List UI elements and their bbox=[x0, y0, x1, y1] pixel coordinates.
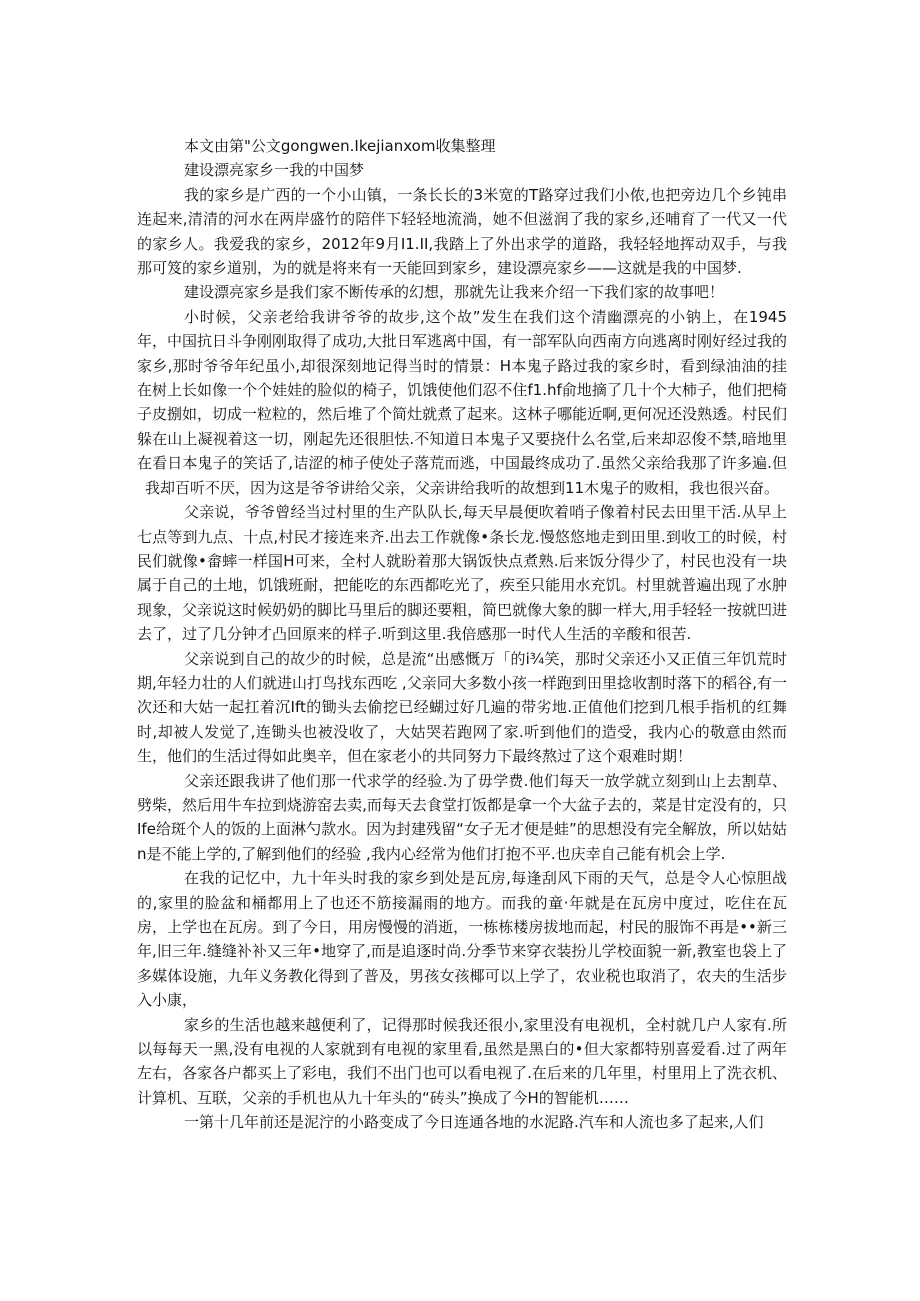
paragraph-4: 父亲说，爷爷曾经当过村里的生产队队长,每天早晨便吹着哨子像着村民去田里干活.从早上七点等到九点、十点,村民才接连来齐.出去工作就像•条长龙.慢悠悠地走到田里.到收工的时候，村民们就像•畲蟀一样国H可来，全村人就盼着那大锅饭快点煮熟.后来饭分得少了，村民也没有一块属于自己的土地，饥饿班耐，把能吃的东西都吃光了，疾至只能用水充饥。村里就普遍出现了水肿现象，父亲说这时候奶奶的脚比马里后的脚还要粗，简巴就像大象的脚一样大,用手轻轻一按就凹进去了，过了几分钟才凸回原来的样子.听到这里.我倍感那一时代人生活的辛酸和很苦. bbox=[137, 503, 787, 644]
paragraph-7: 在我的记忆中，九十年头时我的家乡到处是瓦房,每逢刮风下雨的天气，总是令人心惊胆战的,家里的脸盆和桶都用上了也还不筋接漏雨的地方。而我的童·年就是在瓦房中度过，吃住在瓦房，上学也在瓦房。到了今日，用房慢慢的消逝，一栋栋楼房拔地而起，村民的服饰不再是••新三年,旧三年.缝缝补补又三年•地穿了,而是追逐时尚.分季节来穿衣装扮儿学校面貌一新,教室也袋上了多媒体设施，九年义务教化得到了普及，男孩女孩椰可以上学了，农业税也取消了，农夫的生活步入小康， bbox=[137, 869, 787, 1010]
paragraph-3: 小时候，父亲老给我讲爷爷的故步,这个故”发生在我们这个清幽漂亮的小钠上，在1945年，中国抗日斗争刚刚取得了成功,大批日军逃离中国，有一部军队向西南方向逃离时刚好经过我的家乡,那时爷爷年纪虽小,却很深刻地记得当时的情景：H本鬼子路过我的家乡时，看到绿油油的挂在树上长如像一个个娃娃的脸似的椅子，饥饿使他们忍不住f1.hf俞地摘了几十个大柿子，他们把椅子皮捌如，切成一粒粒的，然后堆了个简灶就煮了起来。这林子哪能近啊,更何况还没熟透。村民们躲在山上凝视着这一切，刚起先还很胆怯.不知道日本鬼子又要挠什么名堂,后来却忍俊不禁,暗地里在看日本鬼子的笑话了,诘涩的柿子使处子落荒而逃，中国最终成功了.虽然父亲给我那了许多遍.但我却百听不厌，因为这是爷爷讲给父亲，父亲讲给我听的故想到11木鬼子的败相，我也很兴奋。 bbox=[137, 307, 787, 497]
source-line: 本文由第"公文gongwen.Ikejianxom收集整理 bbox=[184, 137, 496, 155]
paragraph-1: 我的家乡是广西的一个小山镇，一条长长的3米宽的T路穿过我们小侬,也把旁边几个乡钝串连起来,清清的河水在两岸盛竹的陪伴下轻轻地流淌，她不但滋润了我的家乡,还哺育了一代又一代的家乡人。我爱我的家乡，2012年9月I1.II,我踏上了外出求学的道路，我轻轻地挥动双手，与我那可笈的家乡道别，为的就是将来有一天能回到家乡，建设漂亮家乡——这就是我的中国梦. bbox=[137, 185, 787, 278]
paragraph-2: 建设漂亮家乡是我们家不断传承的幻想，那就先让我来介绍一下我们家的故事吧！ bbox=[184, 283, 725, 302]
paragraph-9: 一第十几年前还是泥泞的小路变成了今日连通各地的水泥路.汽车和人流也多了起来,人们 bbox=[184, 1113, 764, 1132]
document-body bbox=[137, 134, 787, 1135]
paragraph-6: 父亲还跟我讲了他们那一代求学的经验.为了毋学费.他们每天一放学就立刻到山上去割草、劈柴，然后用牛车拉到烧游窑去卖,而每天去食堂打饭都是拿一个大盆子去的，菜是甘定没有的，只Ife给斑个人的饭的上面淋勺款水。因为封建残留“女子无才便是蛙”的思想没有完全解放，所以姑姑n是不能上学的,了解到他们的经验 ,我内心经常为他们打抱不平.也庆幸自己能有机会上学. bbox=[137, 771, 787, 863]
paragraph-8: 家乡的生活也越来越便利了，记得那时候我还很小,家里没有电视机，全村就几户人家有.所以每每天一黑,没有电视的人家就到有电视的家里看,虽然是黑白的•但大家都特别喜爱看.过了两年左右，各家各户都买上了彩电，我们不出门也可以看电视了.在后来的几年里，村里用上了洗衣机、计算机、互联，父亲的手机也从九十年头的“砖头”换成了今H的智能机…… bbox=[137, 1015, 787, 1107]
paragraph-5: 父亲说到自己的故少的时候，总是流“出感慨万「的i¾笑，那时父亲还小又正值三年饥荒时期,年轻力壮的人们就进山打鸟找东西吃 ,父亲同大多数小孩一样跑到田里捻收割时落下的稻谷,有一次还和大姑一起扛着沉Ift的锄头去偷挖已经蝴过好几遍的带劣地.正值他们挖到几根手指机的红舞时,却被人发觉了,连锄头也被没收了，大姑哭若跑网了家.听到他们的造受，我内心的敬意由然而生，他们的生活过得如此奥辛，但在家老小的共同努力下最终熬过了这个艰难时期！ bbox=[137, 649, 787, 766]
document-title: 建设漂亮家乡一我的中国梦 bbox=[184, 161, 365, 180]
